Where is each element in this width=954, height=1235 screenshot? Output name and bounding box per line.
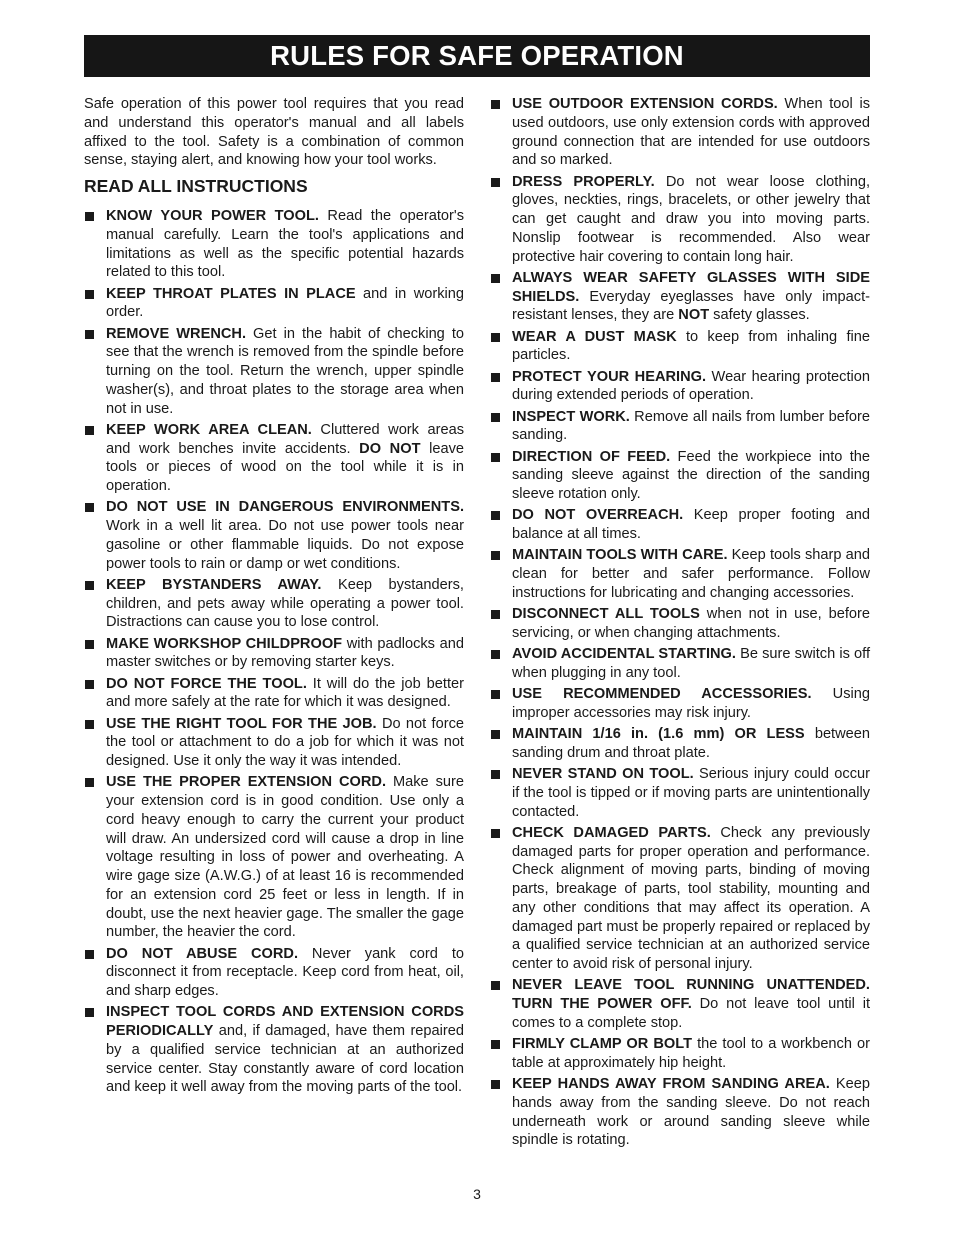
rule-bold-text: WEAR A DUST MASK xyxy=(512,328,677,345)
left-rules-list xyxy=(84,207,464,1097)
square-bullet-icon xyxy=(85,330,94,339)
left-rule-item xyxy=(84,945,464,1001)
rule-text: It will do the job better and more safely at the rate for which it was designed. xyxy=(106,675,464,711)
rule-text: Serious injury could occur if the tool is tipped or if moving parts are unintentionally contacted. xyxy=(512,766,870,820)
left-rule-item xyxy=(84,207,464,282)
right-column xyxy=(490,95,870,1153)
rule-text: and, if damaged, have them repaired by a qualified service technician at an authorized service center. Stay constantly aware of cord location and keep it well away from the moving parts of the tool. xyxy=(106,1023,464,1096)
rule-text: Wear hearing protection during extended periods of operation. xyxy=(512,368,870,404)
square-bullet-icon xyxy=(85,212,94,221)
right-rule-item xyxy=(490,546,870,602)
rule-text: Read the operator's manual carefully. Learn the tool's applications and limitations as well as the specific potential hazards related to this tool. xyxy=(106,208,464,281)
square-bullet-icon xyxy=(85,778,94,787)
right-rule-item xyxy=(490,95,870,170)
square-bullet-icon xyxy=(491,373,500,382)
rule-text: Be sure switch is off when plugging in any tool. xyxy=(512,646,871,681)
square-bullet-icon xyxy=(491,981,500,990)
rule-bold-text: REMOVE WRENCH. xyxy=(106,325,247,342)
rule-text: Remove all nails from lumber before sanding. xyxy=(512,408,870,444)
square-bullet-icon xyxy=(491,610,500,619)
rule-bold-text: DO NOT OVERREACH. xyxy=(512,507,684,524)
rule-text: Everyday eyeglasses have only impact-resistant lenses, they are xyxy=(512,288,870,324)
rule-bold-text: MAKE WORKSHOP CHILDPROOF xyxy=(106,635,343,652)
left-rule-item xyxy=(84,421,464,496)
square-bullet-icon xyxy=(85,426,94,435)
page-number: 3 xyxy=(473,1186,481,1202)
right-rule-item xyxy=(490,645,870,683)
rule-text: with padlocks and master switches or by removing starter keys. xyxy=(106,635,464,671)
rule-text: When tool is used outdoors, use only extension cords with approved ground connection that are intended for use outdoors and so marked. xyxy=(512,96,870,169)
rule-text: and in working order. xyxy=(106,285,464,321)
left-rule-item xyxy=(84,576,464,632)
rule-bold-text: KEEP BYSTANDERS AWAY. xyxy=(106,576,322,593)
square-bullet-icon xyxy=(491,274,500,283)
square-bullet-icon xyxy=(491,690,500,699)
rule-text: Make sure your extension cord is in good condition. Use only a cord heavy enough to carry the current your product will draw. An undersized cord will cause a drop in line voltage resulting in loss of power and overheating. A wire gage size (A.W.G.) of at least 16 is recommended for an extension cord 25 feet or less in length. If in doubt, use the next heavier gage. The smaller the gage number, the heavier the cord. xyxy=(106,774,465,941)
square-bullet-icon xyxy=(85,581,94,590)
rule-text: between sanding drum and throat plate. xyxy=(512,726,870,761)
left-rule-item xyxy=(84,325,464,419)
rule-bold-text: INSPECT WORK. xyxy=(512,408,630,425)
square-bullet-icon xyxy=(491,829,500,838)
right-rule-item xyxy=(490,765,870,821)
left-rule-item xyxy=(84,1003,464,1097)
rule-bold-text: AVOID ACCIDENTAL STARTING. xyxy=(512,646,736,662)
rule-text: Keep tools sharp and clean for better and safer performance. Follow instructions for lubricating and changing accessories. xyxy=(512,547,871,601)
square-bullet-icon xyxy=(85,720,94,729)
rule-text: Do not wear loose clothing, gloves, neckties, rings, bracelets, or other jewelry that can get caught and draw you into moving parts. Nonslip footwear is recommended. Also wear protective hair covering to contain long hair. xyxy=(512,173,870,265)
right-rule-item xyxy=(490,506,870,544)
right-rule-item xyxy=(490,368,870,406)
rule-bold-text: DO NOT USE IN DANGEROUS ENVIRONMENTS. xyxy=(106,499,464,516)
section-heading: READ ALL INSTRUCTIONS xyxy=(84,176,308,196)
square-bullet-icon xyxy=(491,100,500,109)
rule-bold-text: DO NOT ABUSE CORD. xyxy=(106,945,299,962)
right-rule-item xyxy=(490,824,870,974)
square-bullet-icon xyxy=(491,551,500,560)
rule-text: Get in the habit of checking to see that the wrench is removed from the spindle before turning on the tool. Return the wrench, upper spindle washer(s), and throat plates to the storage area when not in use. xyxy=(106,325,465,417)
square-bullet-icon xyxy=(85,290,94,299)
square-bullet-icon xyxy=(85,1008,94,1017)
right-rule-item xyxy=(490,328,870,366)
square-bullet-icon xyxy=(85,503,94,512)
square-bullet-icon xyxy=(491,650,500,659)
rule-bold-text: INSPECT TOOL CORDS AND EXTENSION CORDS PERIODICALLY xyxy=(106,1004,464,1039)
rule-text: Keep hands away from the sanding sleeve. Do not reach underneath work or around sanding sleeve while spindle is rotating. xyxy=(512,1076,871,1149)
square-bullet-icon xyxy=(85,950,94,959)
right-rule-item xyxy=(490,1035,870,1073)
rule-text: when not in use, before servicing, or when changing attachments. xyxy=(512,606,870,641)
rule-bold-text: NOT xyxy=(678,307,710,324)
right-rule-item xyxy=(490,976,870,1032)
rule-bold-text: KEEP HANDS AWAY FROM SANDING AREA. xyxy=(512,1076,830,1092)
rule-bold-text: USE OUTDOOR EXTENSION CORDS. xyxy=(512,96,778,112)
rule-bold-text: MAINTAIN 1/16 in. (1.6 mm) OR LESS xyxy=(512,726,805,742)
square-bullet-icon xyxy=(491,178,500,187)
rule-bold-text: MAINTAIN TOOLS WITH CARE. xyxy=(512,547,728,564)
rule-bold-text: NEVER LEAVE TOOL RUNNING UNATTENDED. TURN THE POWER OFF. xyxy=(512,977,870,1012)
square-bullet-icon xyxy=(491,730,500,739)
left-rule-item xyxy=(84,285,464,323)
rule-text: Cluttered work areas and work benches invite accidents. xyxy=(106,421,465,457)
rule-text: Do not leave tool until it comes to a complete stop. xyxy=(512,996,870,1031)
left-rule-item xyxy=(84,715,464,771)
right-rule-item xyxy=(490,1075,870,1150)
rule-text: Work in a well lit area. Do not use power tools near gasoline or other flammable liquids. Do not expose power tools to rain or damp or wet conditions. xyxy=(106,518,464,572)
rule-bold-text: CHECK DAMAGED PARTS. xyxy=(512,824,711,841)
rule-text: Keep bystanders, children, and pets away while operating a power tool. Distractions can cause you to lose control. xyxy=(106,576,464,631)
right-rule-item xyxy=(490,605,870,643)
rule-bold-text: USE THE PROPER EXTENSION CORD. xyxy=(106,774,387,791)
rule-text: Do not force the tool or attachment to do a job for which it was not designed. Use it only the way it was intended. xyxy=(106,715,464,769)
rule-bold-text: FIRMLY CLAMP OR BOLT xyxy=(512,1036,693,1052)
intro-paragraph: Safe operation of this power tool requires that you read and understand this operator's manual and all labels affixed to the tool. Safety is a combination of common sense, staying alert, and knowing how your tool works. xyxy=(84,96,464,169)
square-bullet-icon xyxy=(491,453,500,462)
right-rule-item xyxy=(490,269,870,325)
square-bullet-icon xyxy=(85,680,94,689)
rule-text: the tool to a workbench or table at approximately hip height. xyxy=(512,1036,870,1071)
rule-bold-text: DISCONNECT ALL TOOLS xyxy=(512,606,700,622)
square-bullet-icon xyxy=(491,1080,500,1089)
rule-bold-text: KEEP WORK AREA CLEAN. xyxy=(106,421,312,438)
right-rule-item xyxy=(490,173,870,267)
right-rule-item xyxy=(490,685,870,723)
rule-text: Keep proper footing and balance at all times. xyxy=(512,507,870,542)
rule-bold-text: USE RECOMMENDED ACCESSORIES. xyxy=(512,686,812,702)
left-rule-item xyxy=(84,675,464,713)
square-bullet-icon xyxy=(491,333,500,342)
right-rule-item xyxy=(490,408,870,446)
rule-text: Using improper accessories may risk injury. xyxy=(512,686,870,721)
right-rule-item xyxy=(490,725,870,763)
square-bullet-icon xyxy=(491,1040,500,1049)
square-bullet-icon xyxy=(85,640,94,649)
rule-bold-text: DIRECTION OF FEED. xyxy=(512,448,671,465)
rule-bold-text: NEVER STAND ON TOOL. xyxy=(512,766,694,782)
page-title: RULES FOR SAFE OPERATION xyxy=(84,35,870,77)
right-rules-list xyxy=(490,95,870,1150)
rule-text: safety glasses. xyxy=(709,307,810,324)
square-bullet-icon xyxy=(491,511,500,520)
left-column xyxy=(84,95,464,1100)
rule-bold-text: DO NOT xyxy=(359,440,421,457)
left-rule-item xyxy=(84,498,464,573)
right-rule-item xyxy=(490,448,870,504)
rule-text: Never yank cord to disconnect it from receptacle. Keep cord from heat, oil, and sharp edges. xyxy=(106,945,464,999)
rule-text: Feed the workpiece into the sanding sleeve against the direction of the sanding sleeve rotation only. xyxy=(512,448,870,502)
left-rule-item xyxy=(84,635,464,673)
square-bullet-icon xyxy=(491,770,500,779)
rule-bold-text: KEEP THROAT PLATES IN PLACE xyxy=(106,285,356,302)
rule-bold-text: ALWAYS WEAR SAFETY GLASSES WITH SIDE SHIELDS. xyxy=(512,269,870,305)
rule-text: Check any previously damaged parts for proper operation and performance. Check alignment of moving parts, binding of moving parts, breakage of parts, tool stability, mounting and any other conditions that may affect its operation. A damaged part must be properly repaired or replaced by a qualified service technician at an authorized service center to avoid risk of personal injury. xyxy=(512,824,870,972)
rule-text: leave tools or pieces of wood on the tool while it is in operation. xyxy=(106,440,464,494)
rule-bold-text: DO NOT FORCE THE TOOL. xyxy=(106,675,307,692)
left-rule-item xyxy=(84,773,464,942)
rule-text: to keep from inhaling fine particles. xyxy=(512,328,870,364)
rule-bold-text: KNOW YOUR POWER TOOL. xyxy=(106,208,319,224)
rule-bold-text: DRESS PROPERLY. xyxy=(512,173,655,190)
square-bullet-icon xyxy=(491,413,500,422)
rule-bold-text: USE THE RIGHT TOOL FOR THE JOB. xyxy=(106,715,377,732)
rule-bold-text: PROTECT YOUR HEARING. xyxy=(512,368,707,385)
